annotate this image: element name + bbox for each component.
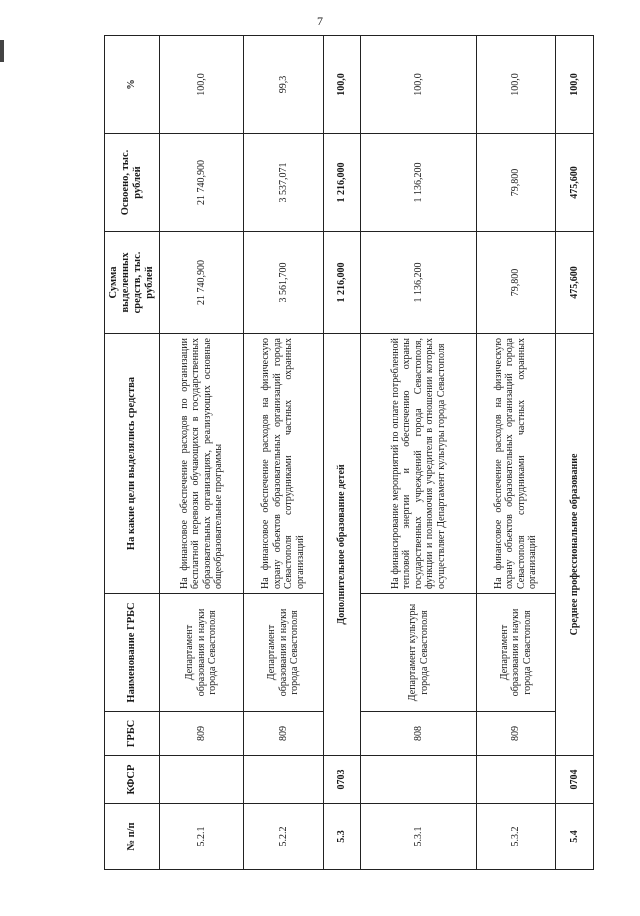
section-num: 5.4 [556, 804, 594, 870]
row-kfsr [244, 756, 324, 804]
row-grbs: 808 [361, 712, 476, 756]
table-row [476, 36, 556, 870]
table-row [361, 36, 476, 870]
section-num: 5.3 [323, 804, 361, 870]
row-allocated: 21 740,900 [160, 232, 244, 334]
header-purpose: На какие цели выделялись средства [105, 334, 160, 594]
row-kfsr [476, 756, 556, 804]
rotated-table-container [104, 36, 594, 870]
section-kfsr: 0704 [556, 756, 594, 804]
row-percent: 100,0 [160, 36, 244, 134]
row-grbs-name: Департамент образования и науки города Севастополя [160, 594, 244, 712]
section-allocated: 475,600 [556, 232, 594, 334]
header-percent: % [105, 36, 160, 134]
row-percent: 100,0 [476, 36, 556, 134]
table-row [160, 36, 244, 870]
row-allocated: 1 136,200 [361, 232, 476, 334]
row-num: 5.3.1 [361, 804, 476, 870]
scan-edge-mark [0, 40, 4, 62]
row-grbs: 809 [244, 712, 324, 756]
header-num: № п/п [105, 804, 160, 870]
row-grbs-name: Департамент образования и науки города Севастополя [244, 594, 324, 712]
row-grbs: 809 [160, 712, 244, 756]
page-number: 7 [317, 14, 323, 28]
table-row [244, 36, 324, 870]
row-spent: 1 136,200 [361, 134, 476, 232]
row-spent: 3 537,071 [244, 134, 324, 232]
row-grbs: 809 [476, 712, 556, 756]
row-spent: 21 740,900 [160, 134, 244, 232]
section-percent: 100,0 [556, 36, 594, 134]
row-num: 5.2.1 [160, 804, 244, 870]
header-allocated: Сумма выделенных средств, тыс. рублей [105, 232, 160, 334]
section-percent: 100,0 [323, 36, 361, 134]
row-purpose: На финансовое обеспечение расходов по организации бесплатной перевозки обучающихся в государственных образовательных организациях, реализующих основные общеобразовательные программы [160, 334, 244, 594]
section-title: Среднее профессиональное образование [556, 334, 594, 756]
row-num: 5.3.2 [476, 804, 556, 870]
row-percent: 99,3 [244, 36, 324, 134]
row-allocated: 3 561,700 [244, 232, 324, 334]
row-allocated: 79,800 [476, 232, 556, 334]
row-kfsr [160, 756, 244, 804]
section-allocated: 1 216,000 [323, 232, 361, 334]
row-grbs-name: Департамент культуры города Севастополя [361, 594, 476, 712]
budget-table [104, 35, 594, 870]
section-spent: 475,600 [556, 134, 594, 232]
section-kfsr: 0703 [323, 756, 361, 804]
row-spent: 79,800 [476, 134, 556, 232]
header-grbs: ГРБС [105, 712, 160, 756]
header-grbs-name: Наименование ГРБС [105, 594, 160, 712]
section-row-5-3 [323, 36, 361, 870]
header-row [105, 36, 160, 870]
row-purpose: На финансирование мероприятий по оплате потребленной тепловой энергии и обеспечению охраны государственных учреждений города Севастополя, функции и полномочия учредителя в отношении которых осуществляет Департамент культуры города Севастополя [361, 334, 476, 594]
row-percent: 100,0 [361, 36, 476, 134]
header-spent: Освоено, тыс. рублей [105, 134, 160, 232]
section-title: Дополнительное образование детей [323, 334, 361, 756]
row-num: 5.2.2 [244, 804, 324, 870]
section-spent: 1 216,000 [323, 134, 361, 232]
row-kfsr [361, 756, 476, 804]
row-grbs-name: Департамент образования и науки города Севастополя [476, 594, 556, 712]
row-purpose: На финансовое обеспечение расходов на физическую охрану объектов образовательных организаций города Севастополя сотрудниками частных охранных организаций [476, 334, 556, 594]
section-row-5-4 [556, 36, 594, 870]
header-kfsr: КФСР [105, 756, 160, 804]
row-purpose: На финансовое обеспечение расходов на физическую охрану объектов образовательных организаций города Севастополя сотрудниками частных охранных организаций [244, 334, 324, 594]
